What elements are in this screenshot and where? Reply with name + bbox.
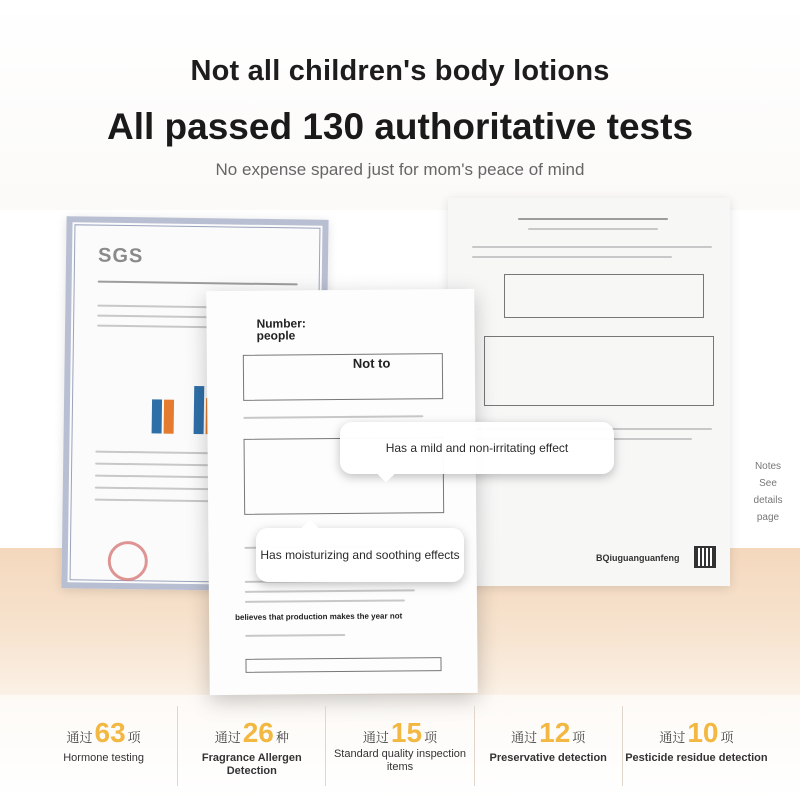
headline-area	[0, 0, 800, 210]
stat-prefix: 通过	[511, 730, 538, 745]
record-table	[243, 353, 443, 401]
stat-label: Hormone testing	[63, 752, 144, 764]
stat-prefix: 通过	[214, 730, 241, 745]
stat-suffix: 项	[720, 730, 734, 745]
stat-pesticide	[622, 706, 770, 786]
report-header-line	[98, 281, 298, 286]
stat-suffix: 项	[127, 730, 141, 745]
report-footer-label: BQiuguanguanfeng	[596, 553, 680, 563]
test-stats-bar	[30, 706, 770, 786]
record-text-line	[245, 599, 405, 602]
test-record-document	[206, 289, 478, 695]
stat-number: 15	[390, 717, 423, 748]
report-table	[484, 336, 714, 406]
record-text-line	[245, 634, 345, 637]
headline-title-line2: All passed 130 authoritative tests	[106, 106, 694, 147]
callout-moisturizing-effect	[256, 528, 464, 582]
callout-text: Has moisturizing and soothing effects	[260, 548, 460, 562]
side-note-line: page	[756, 512, 780, 523]
headline-subtitle: No expense spared just for mom's peace of mind	[215, 160, 585, 179]
qr-code-icon	[694, 546, 716, 568]
report-text-line	[472, 246, 712, 248]
headline-title-line1: Not all children's body lotions	[190, 55, 610, 87]
record-text-line	[243, 415, 423, 419]
stat-suffix: 种	[275, 730, 289, 745]
chart-bar	[164, 400, 174, 434]
report-text-line	[472, 256, 672, 258]
stat-prefix: 通过	[659, 730, 686, 745]
stat-label: Standard quality inspection items	[333, 748, 467, 773]
stat-number: 26	[242, 717, 274, 748]
stat-fragrance	[177, 706, 325, 786]
report-table	[504, 274, 704, 318]
overlay-not-to-label: Not to	[352, 355, 391, 371]
stat-prefix: 通过	[362, 730, 389, 745]
record-text-line	[245, 589, 415, 592]
report-header-line	[518, 218, 668, 220]
stat-hormone	[30, 706, 177, 786]
side-note-line: Notes	[754, 461, 782, 472]
stat-suffix: 项	[424, 730, 438, 745]
stat-quality	[325, 706, 473, 786]
overlay-people-label: people	[256, 328, 296, 343]
record-table	[245, 657, 441, 673]
stat-preservative	[474, 706, 622, 786]
sgs-logo: SGS	[97, 244, 144, 268]
stat-number: 12	[539, 717, 571, 748]
callout-text: Has a mild and non-irritating effect	[385, 441, 569, 455]
chart-bar	[194, 386, 205, 434]
stat-prefix: 通过	[66, 730, 93, 745]
stat-label: Preservative detection	[489, 752, 607, 764]
callout-mild-effect	[340, 422, 614, 474]
side-note-line: details	[753, 495, 783, 506]
overlay-production-text: believes that production makes the year not	[235, 611, 403, 622]
stat-number: 10	[687, 717, 719, 748]
overlay-number-label: Number:	[256, 316, 306, 331]
chart-bar	[152, 399, 162, 433]
side-note-line: See	[759, 478, 777, 489]
stat-label: Pesticide residue detection	[625, 752, 768, 764]
inspection-report-document	[448, 198, 730, 586]
stat-suffix: 项	[572, 730, 586, 745]
stat-number: 63	[94, 717, 126, 748]
side-note	[748, 458, 788, 526]
red-stamp-seal	[108, 541, 149, 582]
report-header-line	[528, 228, 658, 230]
stat-label: Fragrance Allergen Detection	[201, 752, 302, 777]
